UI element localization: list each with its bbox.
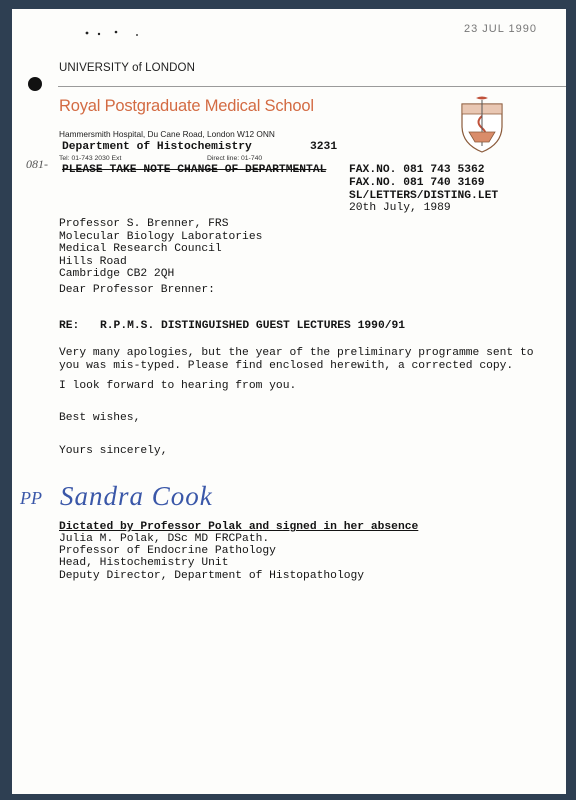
body-paragraph-2: I look forward to hearing from you. xyxy=(59,380,297,392)
recipient-line: Hills Road xyxy=(59,255,127,268)
reference-code: SL/LETTERS/DISTING.LET xyxy=(349,190,499,202)
signatory-line: Deputy Director, Department of Histopathology xyxy=(59,569,365,582)
closing-sincerely: Yours sincerely, xyxy=(59,445,168,457)
direct-line: Direct line: 01-740 xyxy=(207,155,263,162)
signatory-block xyxy=(59,533,364,582)
school-name: Royal Postgraduate Medical School xyxy=(59,97,314,115)
letter-date: 20th July, 1989 xyxy=(349,202,451,214)
body-paragraph-1 xyxy=(59,347,534,372)
per-procurationem-mark: PP xyxy=(20,488,42,508)
letterhead-rule xyxy=(58,86,566,87)
letter-page xyxy=(12,9,566,794)
body-line: you was mis-typed. Please find enclosed herewith, a corrected copy. xyxy=(59,359,514,372)
department-change-notice: PLEASE TAKE NOTE CHANGE OF DEPARTMENTAL xyxy=(62,164,327,176)
salutation: Dear Professor Brenner: xyxy=(59,284,215,296)
handwritten-signature: Sandra Cook xyxy=(60,481,213,511)
handwritten-margin-note: 081- xyxy=(26,157,48,171)
fax-number-2: FAX.NO. 081 740 3169 xyxy=(349,177,485,189)
phone-extension: 3231 xyxy=(310,141,338,153)
recipient-line: Molecular Biology Laboratories xyxy=(59,230,263,243)
signatory-line: Julia M. Polak, DSc MD FRCPath. xyxy=(59,533,270,545)
signatory-line: Head, Histochemistry Unit xyxy=(59,557,229,570)
university-name: UNIVERSITY of LONDON xyxy=(59,62,195,74)
closing-wishes: Best wishes, xyxy=(59,412,141,424)
recipient-line: Professor S. Brenner, FRS xyxy=(59,218,229,230)
school-crest-icon xyxy=(459,96,505,154)
subject-line: R.P.M.S. DISTINGUISHED GUEST LECTURES 1990/91 xyxy=(100,320,406,332)
school-address: Hammersmith Hospital, Du Cane Road, London W12 ONN xyxy=(59,129,275,139)
received-date-stamp: 23 JUL 1990 xyxy=(464,23,537,35)
recipient-address xyxy=(59,218,262,281)
fax-number-1: FAX.NO. 081 743 5362 xyxy=(349,164,485,176)
ink-specks xyxy=(82,29,162,39)
signatory-line: Professor of Endocrine Pathology xyxy=(59,545,276,558)
department-name: Department of Histochemistry xyxy=(62,141,252,153)
punch-hole xyxy=(28,77,42,91)
recipient-line: Medical Research Council xyxy=(59,243,222,256)
subject-label: RE: xyxy=(59,320,80,332)
body-line: Very many apologies, but the year of the preliminary programme sent to xyxy=(59,347,534,359)
dictated-note: Dictated by Professor Polak and signed in her absence xyxy=(59,521,419,533)
telephone-line: Tel: 01-743 2030 Ext xyxy=(59,155,122,162)
recipient-line: Cambridge CB2 2QH xyxy=(59,268,175,281)
